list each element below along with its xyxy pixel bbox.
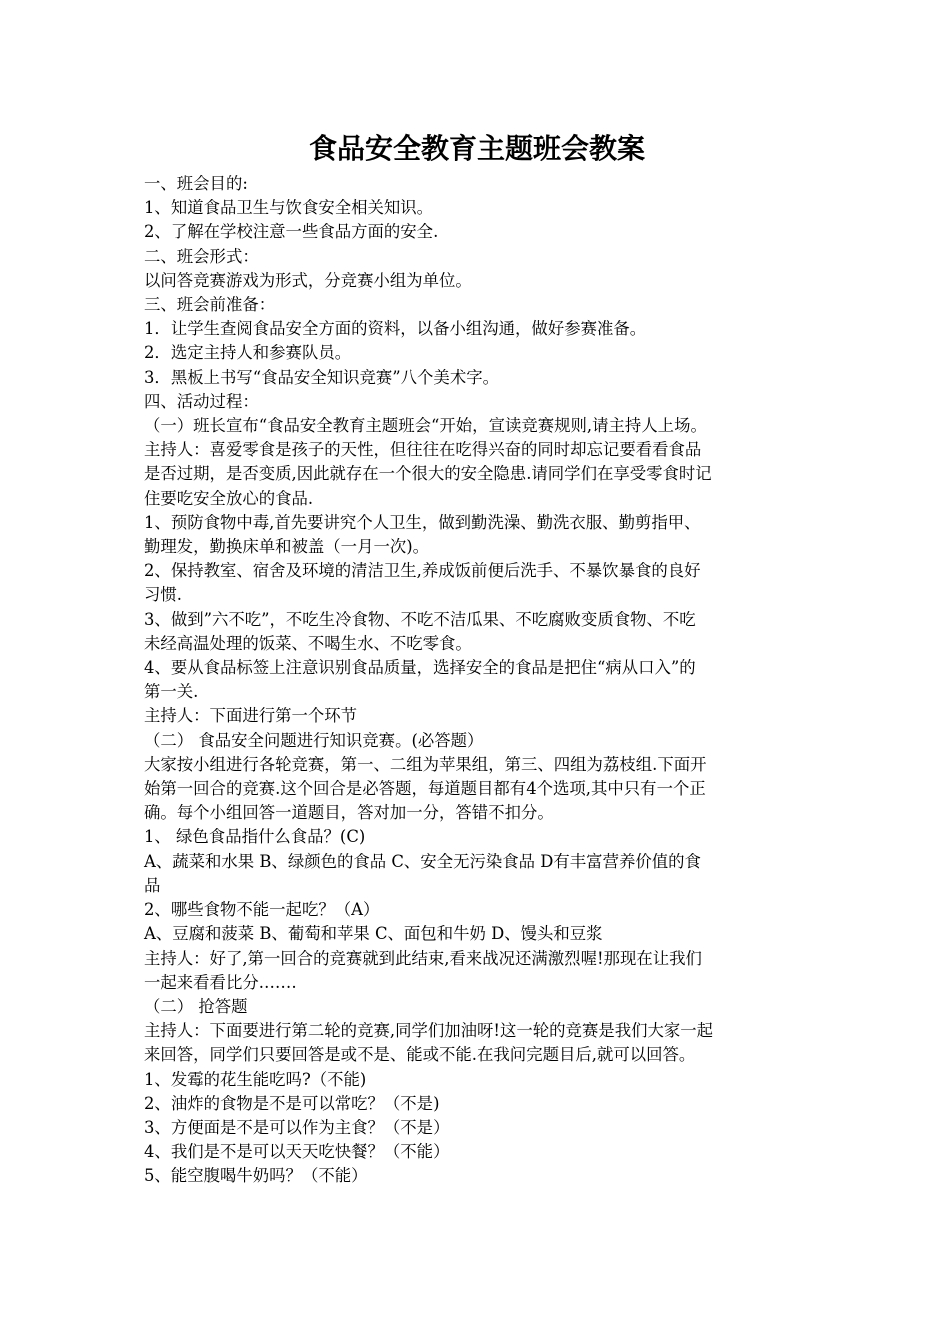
body-line: 大家按小组进行各轮竞赛，第一、二组为苹果组，第三、四组为荔枝组.下面开 (144, 754, 707, 774)
body-line: 四、活动过程： (144, 391, 259, 411)
body-line: 1、发霉的花生能吃吗?（不能) (144, 1069, 367, 1089)
body-line: 是否过期，是否变质,因此就存在一个很大的安全隐患.请同学们在享受零食时记 (144, 464, 712, 484)
body-line: 主持人：下面进行第一个环节 (144, 706, 358, 726)
body-line: 2．选定主持人和参赛队员。 (144, 343, 352, 363)
body-line: 3、方便面是不是可以作为主食？（不是） (144, 1117, 450, 1137)
body-line: 5、能空腹喝牛奶吗？（不能） (144, 1166, 368, 1186)
body-line: 主持人：好了,第一回合的竞赛就到此结束,看来战况还满激烈喔!那现在让我们 (144, 948, 702, 968)
body-line: 第一关. (144, 682, 199, 702)
body-line: 主持人：喜爱零食是孩子的天性，但往往在吃得兴奋的同时却忘记要看看食品 (144, 440, 702, 460)
body-line: A、蔬菜和水果 B、绿颜色的食品 C、安全无污染食品 D有丰富营养价值的食 (144, 851, 701, 871)
body-line: 以问答竞赛游戏为形式，分竞赛小组为单位。 (144, 270, 472, 290)
body-line: 确。每个小组回答一道题目，答对加一分，答错不扣分。 (144, 803, 554, 823)
document-page (144, 128, 810, 1189)
body-line: 3．黑板上书写“食品安全知识竞赛”八个美术字。 (144, 367, 499, 387)
body-line: 4、我们是不是可以天天吃快餐？（不能） (144, 1142, 450, 1162)
body-line: 4、要从食品标签上注意识别食品质量，选择安全的食品是把住“病从口入”的 (144, 658, 696, 678)
body-line: 1、知道食品卫生与饮食安全相关知识。 (144, 198, 434, 218)
body-line: 2、哪些食物不能一起吃？（A） (144, 900, 380, 920)
body-line: 1、预防食物中毒,首先要讲究个人卫生，做到勤洗澡、勤洗衣服、勤剪指甲、 (144, 512, 701, 532)
document-title: 食品安全教育主题班会教案 (308, 132, 645, 165)
body-line: （二） 抢答题 (144, 996, 248, 1016)
body-line: 一、班会目的: (144, 174, 248, 193)
document-body (144, 172, 810, 1189)
body-line: 1、 绿色食品指什么食品？(C) (144, 827, 366, 847)
body-line: 勤理发，勤换床单和被盖（一月一次)。 (144, 537, 430, 557)
body-line: 二、班会形式： (144, 246, 259, 266)
body-line: 未经高温处理的饭菜、不喝生水、不吃零食。 (144, 633, 472, 653)
body-line: 2、油炸的食物是不是可以常吃？（不是) (144, 1093, 440, 1113)
body-line: （二） 食品安全问题进行知识竞赛。(必答题） (144, 730, 484, 750)
body-line: 住要吃安全放心的食品. (144, 488, 314, 508)
body-line: A、豆腐和菠菜 B、葡萄和苹果 C、面包和牛奶 D、馒头和豆浆 (144, 924, 603, 944)
body-line: 三、班会前准备： (144, 295, 276, 315)
body-line: 2、了解在学校注意一些食品方面的安全. (144, 222, 439, 242)
body-line: 习惯. (144, 585, 182, 605)
body-line: 始第一回合的竞赛.这个回合是必答题，每道题目都有4个选项,其中只有一个正 (144, 779, 706, 799)
body-line: 主持人：下面要进行第二轮的竞赛,同学们加油呀!这一轮的竞赛是我们大家一起 (144, 1021, 714, 1041)
body-line: 3、做到”六不吃”，不吃生冷食物、不吃不洁瓜果、不吃腐败变质食物、不吃 (144, 609, 696, 629)
body-line: （一）班长宣布“食品安全教育主题班会“开始，宣读竞赛规则,请主持人上场。 (144, 416, 707, 436)
body-line: 品 (144, 875, 161, 895)
body-line: 来回答，同学们只要回答是或不是、能或不能.在我问完题目后,就可以回答。 (144, 1045, 696, 1065)
body-line: 2、保持教室、宿舍及环境的清洁卫生,养成饭前便后洗手、不暴饮暴食的良好 (144, 561, 701, 581)
body-line: 1．让学生查阅食品安全方面的资料，以备小组沟通，做好参赛准备。 (144, 319, 647, 339)
body-line: 一起来看看比分.…… (144, 972, 297, 992)
